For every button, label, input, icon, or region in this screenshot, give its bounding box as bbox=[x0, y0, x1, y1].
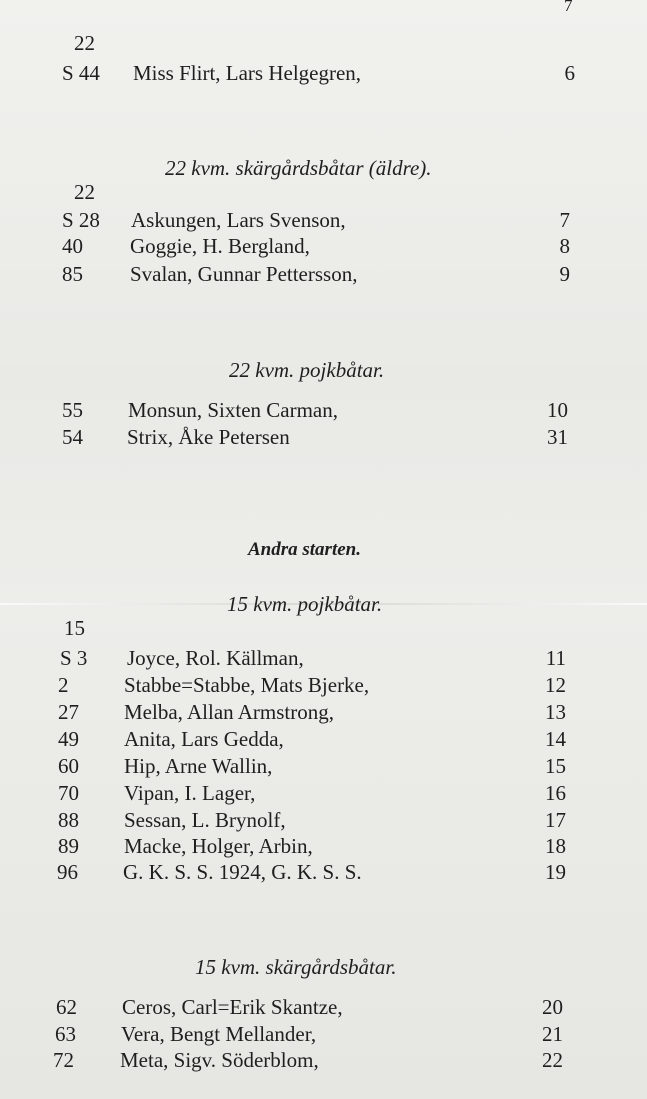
section-heading: 15 kvm. skärgårdsbåtar. bbox=[195, 955, 397, 979]
boat-entry: Askungen, Lars Svenson, bbox=[131, 208, 346, 232]
section-heading: 22 kvm. skärgårdsbåtar (äldre). bbox=[165, 156, 432, 180]
sail-number: 62 bbox=[56, 995, 77, 1019]
section-heading: 15 kvm. pojkbåtar. bbox=[227, 592, 383, 616]
entry-row bbox=[0, 261, 647, 288]
boat-entry: Sessan, L. Brynolf, bbox=[124, 808, 286, 832]
boat-entry: Vipan, I. Lager, bbox=[124, 781, 256, 805]
place-number: 16 bbox=[545, 781, 566, 805]
entry-row bbox=[0, 397, 647, 424]
place-number: 21 bbox=[542, 1022, 563, 1046]
entry-row bbox=[0, 60, 647, 87]
sail-number: 54 bbox=[62, 425, 83, 449]
entry-row bbox=[0, 1021, 647, 1048]
place-number: 14 bbox=[545, 727, 566, 751]
entry-row bbox=[0, 207, 647, 234]
boat-entry: Svalan, Gunnar Pettersson, bbox=[130, 262, 358, 286]
sail-number: 60 bbox=[58, 754, 79, 778]
place-number: 19 bbox=[545, 860, 566, 884]
boat-entry: Strix, Åke Petersen bbox=[127, 425, 290, 449]
boat-entry: Meta, Sigv. Söderblom, bbox=[120, 1048, 319, 1072]
entry-row bbox=[0, 1047, 647, 1074]
boat-entry: Macke, Holger, Arbin, bbox=[124, 834, 313, 858]
sail-number: S 44 bbox=[62, 61, 100, 85]
sail-number: S 28 bbox=[62, 208, 100, 232]
place-number: 20 bbox=[542, 995, 563, 1019]
place-number: 8 bbox=[559, 234, 570, 258]
place-number: 15 bbox=[545, 754, 566, 778]
place-number: 9 bbox=[559, 262, 570, 286]
sail-number: S 3 bbox=[60, 646, 88, 670]
page-number: 7 bbox=[564, 0, 573, 15]
boat-entry: Anita, Lars Gedda, bbox=[124, 727, 284, 751]
sail-number: 89 bbox=[58, 834, 79, 858]
sail-number: 63 bbox=[55, 1022, 76, 1046]
place-number: 10 bbox=[547, 398, 568, 422]
sail-number: 88 bbox=[58, 808, 79, 832]
sail-number: 85 bbox=[62, 262, 83, 286]
place-number: 12 bbox=[545, 673, 566, 697]
entry-row bbox=[0, 859, 647, 886]
section-heading: 22 kvm. pojkbåtar. bbox=[229, 358, 385, 382]
boat-entry: Vera, Bengt Mellander, bbox=[121, 1022, 317, 1046]
sail-number: 72 bbox=[53, 1048, 74, 1072]
start-heading: Andra starten. bbox=[248, 539, 361, 560]
entry-row bbox=[0, 833, 647, 860]
entry-row bbox=[0, 807, 647, 834]
entry-row bbox=[0, 699, 647, 726]
boat-entry: Stabbe=Stabbe, Mats Bjerke, bbox=[124, 673, 370, 697]
boat-entry: Joyce, Rol. Källman, bbox=[127, 646, 304, 670]
place-number: 13 bbox=[545, 700, 566, 724]
sail-number: 40 bbox=[62, 234, 83, 258]
boat-entry: Goggie, H. Bergland, bbox=[130, 234, 310, 258]
sail-number: 70 bbox=[58, 781, 79, 805]
place-number: 11 bbox=[545, 646, 566, 670]
entry-row bbox=[0, 233, 647, 260]
entry-row bbox=[0, 753, 647, 780]
place-number: 22 bbox=[542, 1048, 563, 1072]
boat-entry: Hip, Arne Wallin, bbox=[124, 754, 273, 778]
entry-row bbox=[0, 645, 647, 672]
sail-number: 55 bbox=[62, 398, 83, 422]
sail-number: 49 bbox=[58, 727, 79, 751]
place-number: 18 bbox=[545, 834, 566, 858]
entry-row bbox=[0, 424, 647, 451]
class-label: 15 bbox=[64, 616, 85, 640]
sail-number: 2 bbox=[58, 673, 69, 697]
sail-number: 27 bbox=[58, 700, 79, 724]
place-number: 17 bbox=[545, 808, 566, 832]
entry-row bbox=[0, 672, 647, 699]
sail-number: 96 bbox=[57, 860, 78, 884]
boat-entry: Ceros, Carl=Erik Skantze, bbox=[122, 995, 343, 1019]
entry-row bbox=[0, 780, 647, 807]
place-number: 31 bbox=[547, 425, 568, 449]
class-label: 22 bbox=[74, 31, 95, 55]
entry-row bbox=[0, 726, 647, 753]
place-number: 7 bbox=[559, 208, 570, 232]
boat-entry: Miss Flirt, Lars Helgegren, bbox=[133, 61, 362, 85]
class-label: 22 bbox=[74, 180, 95, 204]
boat-entry: G. K. S. S. 1924, G. K. S. S. bbox=[123, 860, 362, 884]
entry-row bbox=[0, 994, 647, 1021]
place-number: 6 bbox=[564, 61, 575, 85]
boat-entry: Monsun, Sixten Carman, bbox=[128, 398, 338, 422]
boat-entry: Melba, Allan Armstrong, bbox=[124, 700, 334, 724]
